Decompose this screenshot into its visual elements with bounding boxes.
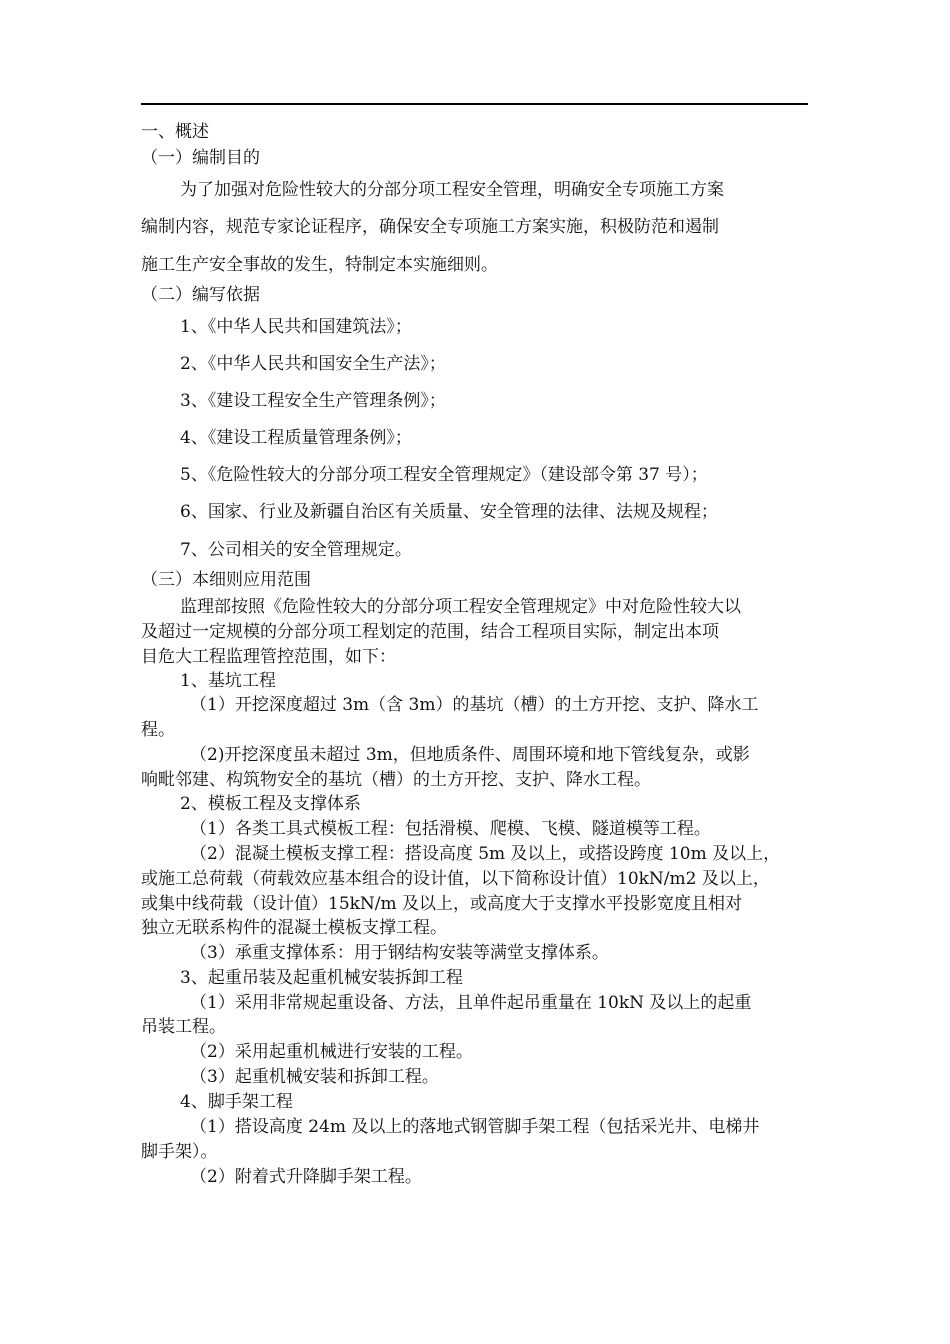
paragraph-line: 或施工总荷载（荷载效应基本组合的设计值，以下简称设计值）10kN/m2 及以上，	[141, 869, 770, 889]
list-item: 3、《建设工程安全生产管理条例》；	[180, 391, 446, 411]
item-heading: 1、基坑工程	[180, 671, 276, 691]
subsection-heading: （二）编写依据	[141, 285, 260, 305]
item-heading: 2、模板工程及支撑体系	[180, 794, 361, 814]
header-rule	[141, 103, 808, 105]
paragraph-line: 编制内容，规范专家论证程序，确保安全专项施工方案实施，积极防范和遏制	[141, 217, 719, 237]
paragraph-line: 目危大工程监理管控范围，如下：	[141, 647, 396, 667]
paragraph-line: 响毗邻建、构筑物安全的基坑（槽）的土方开挖、支护、降水工程。	[141, 770, 651, 790]
list-item: 4、《建设工程质量管理条例》；	[180, 428, 412, 448]
paragraph-line: 脚手架）。	[141, 1142, 218, 1162]
paragraph-line: 吊装工程。	[141, 1017, 226, 1037]
paragraph-line: 或集中线荷载（设计值）15kN/m 及以上，或高度大于支撑水平投影宽度且相对	[141, 894, 743, 914]
subsection-heading: （一）编制目的	[141, 148, 260, 168]
paragraph-line: （2）混凝土模板支撑工程：搭设高度 5m 及以上，或搭设跨度 10m 及以上，	[190, 844, 781, 864]
list-item: 6、国家、行业及新疆自治区有关质量、安全管理的法律、法规及规程；	[180, 502, 718, 522]
paragraph-line: （2）采用起重机械进行安装的工程。	[190, 1042, 473, 1062]
paragraph-line: 为了加强对危险性较大的分部分项工程安全管理，明确安全专项施工方案	[180, 180, 724, 200]
item-heading: 4、脚手架工程	[180, 1092, 293, 1112]
subsection-heading: （三）本细则应用范围	[141, 570, 311, 590]
section-heading: 一、概述	[141, 122, 209, 142]
paragraph-line: （1）各类工具式模板工程：包括滑模、爬模、飞模、隧道模等工程。	[190, 819, 711, 839]
paragraph-line: （2)开挖深度虽未超过 3m，但地质条件、周围环境和地下管线复杂，或影	[190, 745, 750, 765]
paragraph-line: 监理部按照《危险性较大的分部分项工程安全管理规定》中对危险性较大以	[180, 597, 741, 617]
list-item: 2、《中华人民共和国安全生产法》；	[180, 354, 446, 374]
paragraph-line: （2）附着式升降脚手架工程。	[190, 1167, 422, 1187]
paragraph-line: 独立无联系构件的混凝土模板支撑工程。	[141, 918, 447, 938]
paragraph-line: （1）采用非常规起重设备、方法，且单件起吊重量在 10kN 及以上的起重	[190, 993, 752, 1013]
paragraph-line: 程。	[141, 720, 175, 740]
paragraph-line: 及超过一定规模的分部分项工程划定的范围，结合工程项目实际，制定出本项	[141, 622, 719, 642]
item-heading: 3、起重吊装及起重机械安装拆卸工程	[180, 968, 463, 988]
paragraph-line: （1）搭设高度 24m 及以上的落地式钢管脚手架工程（包括采光井、电梯井	[190, 1117, 760, 1137]
paragraph-line: （3）承重支撑体系：用于钢结构安装等满堂支撑体系。	[190, 943, 609, 963]
list-item: 5、《危险性较大的分部分项工程安全管理规定》（建设部令第 37 号）；	[180, 465, 708, 485]
paragraph-line: （1）开挖深度超过 3m（含 3m）的基坑（槽）的土方开挖、支护、降水工	[190, 695, 759, 715]
list-item: 7、公司相关的安全管理规定。	[180, 540, 412, 560]
list-item: 1、《中华人民共和国建筑法》；	[180, 317, 412, 337]
paragraph-line: 施工生产安全事故的发生，特制定本实施细则。	[141, 255, 498, 275]
paragraph-line: （3）起重机械安装和拆卸工程。	[190, 1067, 439, 1087]
